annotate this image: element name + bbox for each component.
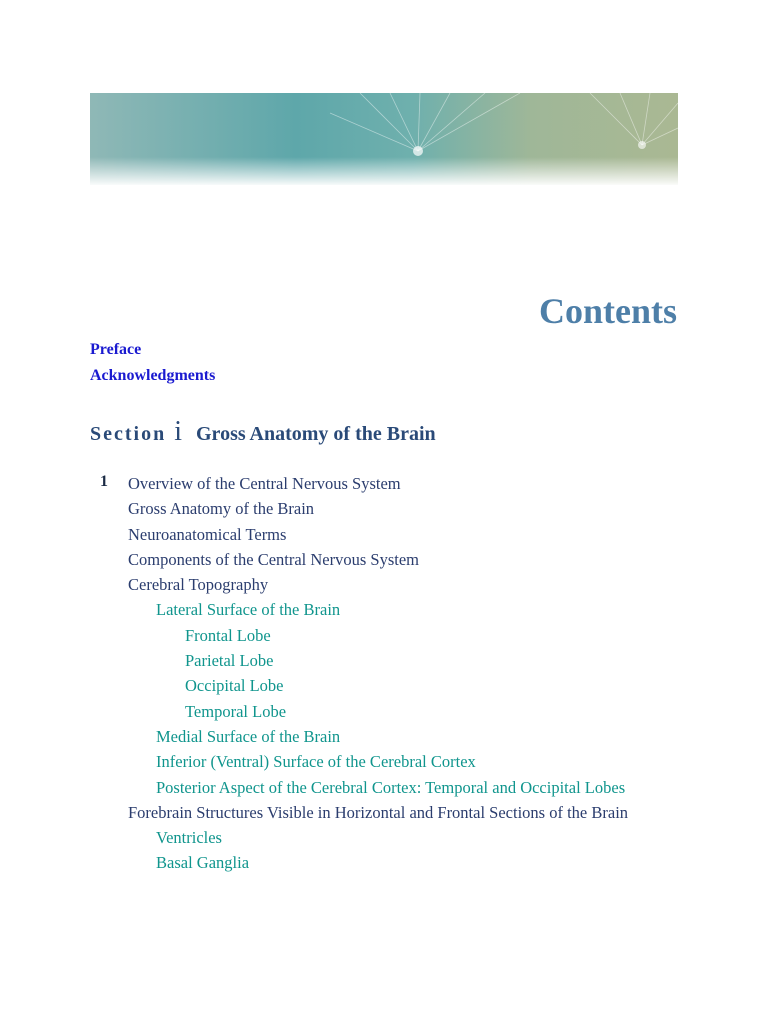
banner-lines-graphic bbox=[90, 93, 678, 185]
toc-subsubentry[interactable]: Occipital Lobe bbox=[185, 676, 284, 696]
toc-subentry[interactable]: Medial Surface of the Brain bbox=[156, 726, 341, 746]
toc-subsubentry[interactable]: Parietal Lobe bbox=[185, 651, 274, 671]
section-heading bbox=[90, 416, 436, 448]
toc-entry[interactable]: Cerebral Topography bbox=[128, 575, 269, 595]
toc-entry[interactable]: Gross Anatomy of the Brain bbox=[128, 499, 315, 519]
chapter-number: 1 bbox=[100, 473, 108, 490]
toc-list bbox=[128, 471, 668, 876]
toc-subentry[interactable]: Inferior (Ventral) Surface of the Cerebral Cortex bbox=[156, 752, 476, 772]
toc-subentry[interactable]: Posterior Aspect of the Cerebral Cortex: Temporal and Occipital Lobes bbox=[156, 777, 626, 797]
toc-subsubentry[interactable]: Temporal Lobe bbox=[185, 701, 287, 721]
toc-entry[interactable]: Components of the Central Nervous System bbox=[128, 549, 420, 569]
preface-link[interactable]: Preface bbox=[90, 341, 142, 358]
header-banner-image bbox=[90, 93, 678, 185]
toc-subentry[interactable]: Basal Ganglia bbox=[156, 853, 250, 873]
toc-entry[interactable]: Neuroanatomical Terms bbox=[128, 524, 287, 544]
section-numeral: i bbox=[174, 416, 182, 447]
toc-subsubentry[interactable]: Frontal Lobe bbox=[185, 625, 271, 645]
section-name: Gross Anatomy of the Brain bbox=[196, 423, 436, 445]
toc-entry[interactable]: Forebrain Structures Visible in Horizontal and Frontal Sections of the Brain bbox=[128, 802, 629, 822]
toc-entry[interactable]: Overview of the Central Nervous System bbox=[128, 474, 401, 493]
acknowledgments-link[interactable]: Acknowledgments bbox=[90, 367, 216, 384]
section-word: Section bbox=[90, 423, 167, 445]
page-title: Contents bbox=[538, 291, 677, 331]
toc-subentry[interactable]: Lateral Surface of the Brain bbox=[156, 600, 341, 620]
toc-subentry[interactable]: Ventricles bbox=[156, 828, 222, 848]
